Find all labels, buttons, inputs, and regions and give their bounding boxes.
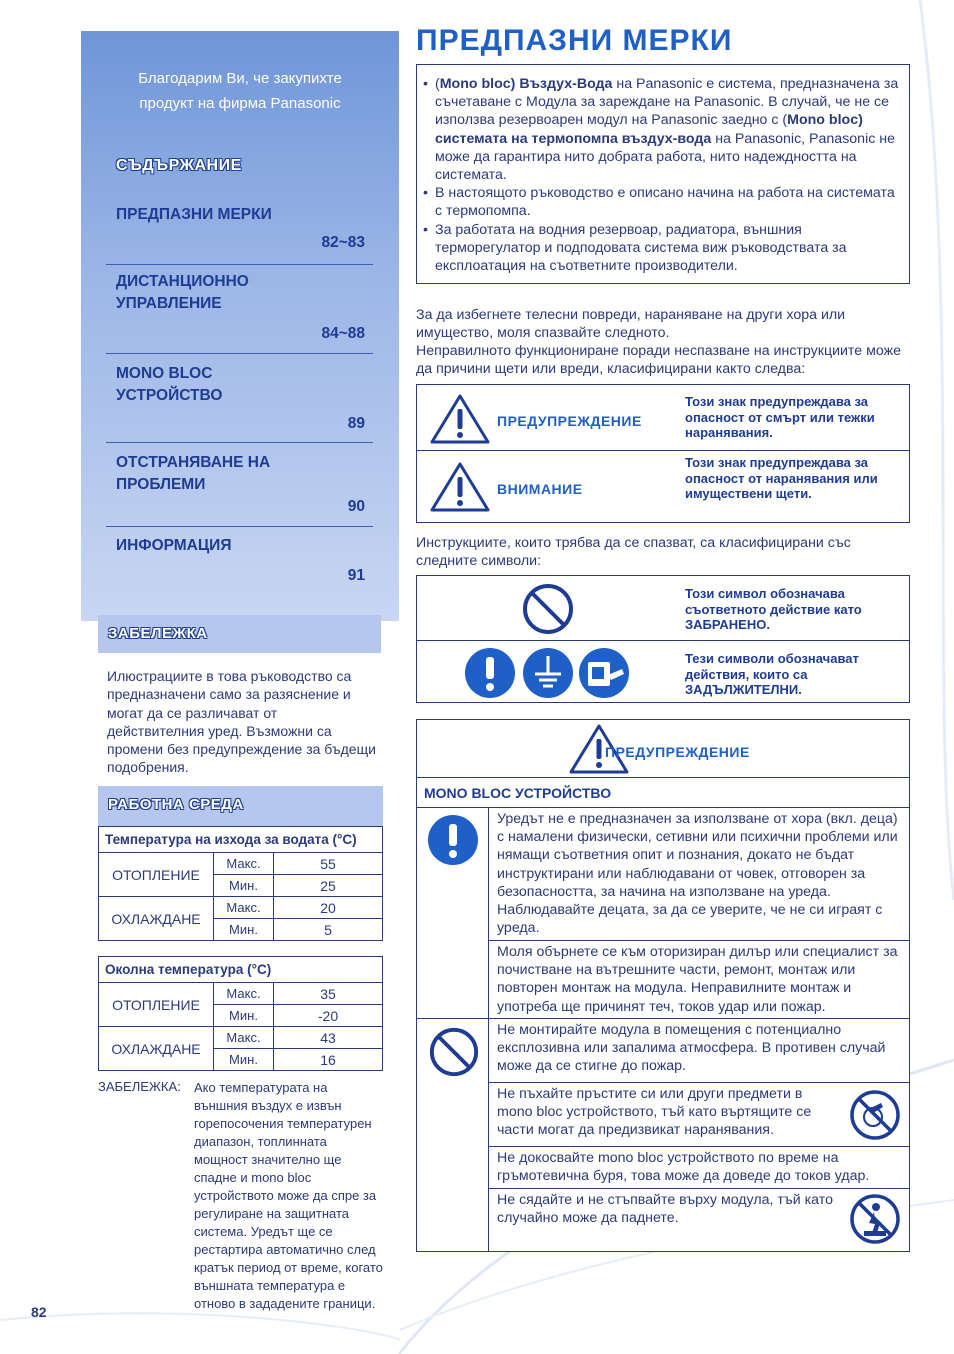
paragraph-symbols: Инструкциите, които трябва да се спазват, са класифицирани със следните символи:	[416, 535, 851, 570]
symbol-row-prohibited	[417, 576, 909, 641]
signal-description: Този знак предупреждава за опасност от смърт или тежки наранявания.	[685, 394, 875, 441]
warning-item: Моля обърнете се към оторизиран дилър или специалист за почистване на вътрешните части, ремонт, монтаж или повторен монтаж на модула. Неправилните монтаж и употреба ще причинят теч, токов удар или пожар.	[489, 941, 909, 1019]
intro-bullet-1	[423, 75, 903, 184]
unplug-icon	[578, 647, 630, 699]
toc-item-label: ИНФОРМАЦИЯ	[116, 537, 232, 554]
warning-item	[489, 1189, 909, 1251]
water-table-header: Температура на изхода за водата (°C)	[99, 827, 383, 853]
warning-item: Уредът не е предназначен за използване от хора (вкл. деца) с намалени физически, сетивни или психични проблеми или нямащи съответния опит и познания, докато не бъдат инструктирани или наблюдавани от човек, отговорен за безопасността, за начина на използване на уреда. Наблюдавайте децата, за да се уверите, че не си играят с уреда.	[489, 808, 909, 941]
warning-item: Не докосвайте mono bloc устройството по време на гръмотевична буря, това може да доведе до токов удар.	[489, 1147, 909, 1189]
toc-item-information[interactable]	[106, 527, 373, 597]
symbols-box	[416, 575, 910, 703]
paragraph-classification: Неправилното функциониране поради неспазване на инструкциите може да причини щети или вреди, класифицирани както следва:	[416, 343, 901, 378]
max-label: Макс.	[214, 897, 274, 919]
icon-column-prohibited	[417, 1019, 489, 1251]
earth-ground-icon	[522, 647, 574, 699]
mode-cell: ОТОПЛЕНИЕ	[99, 983, 214, 1027]
min-label: Мин.	[214, 919, 274, 941]
signal-row-caution	[417, 451, 909, 522]
mandatory-exclamation-icon	[464, 647, 516, 699]
min-label: Мин.	[214, 1005, 274, 1027]
warning-table-title: ПРЕДУПРЕЖДЕНИЕ	[605, 744, 750, 760]
intro-box	[416, 64, 910, 284]
mandatory-exclamation-icon	[427, 814, 479, 866]
max-label: Макс.	[214, 1027, 274, 1049]
min-value: 5	[274, 919, 383, 941]
ambient-temperature-table	[98, 956, 383, 1071]
max-value: 35	[274, 983, 383, 1005]
signal-word: ВНИМАНИЕ	[497, 481, 583, 497]
warning-triangle-icon	[429, 393, 491, 445]
symbol-description: Този символ обозначава съответното действие като ЗАБРАНЕНО.	[685, 586, 862, 633]
thanks-line-2: продукт на фирма Panasonic	[139, 95, 341, 112]
footnote-label: ЗАБЕЛЕЖКА:	[98, 1079, 181, 1094]
toc-item-page: 84~88	[321, 325, 365, 342]
intro-bullet-3: • За работата на водния резервоар, радиатора, външния терморегулатор и подподовата система виж ръководствата за експлоатация на съответните производители.	[423, 221, 903, 276]
paragraph-avoid-injury: За да избегнете телесни повреди, нараняване на други хора или имущество, моля спазвайте следното.	[416, 307, 846, 342]
toc-item-precautions[interactable]	[106, 198, 373, 265]
warning-table-subheader: MONO BLOC УСТРОЙСТВО	[417, 778, 909, 808]
toc-title: СЪДЪРЖАНИЕ	[116, 157, 242, 174]
toc-item-label: ДИСТАНЦИОННО УПРАВЛЕНИЕ	[116, 273, 249, 312]
prohibited-icon	[428, 1026, 480, 1078]
note-text: Илюстрациите в това ръководство са предназначени само за разяснение и могат да се различават от действителния уред. Възможни са промени без предупреждение за бъдещи подобрения.	[107, 668, 376, 776]
toc-item-label: ОТСТРАНЯВАНЕ НА ПРОБЛЕМИ	[116, 454, 271, 493]
warning-table	[416, 719, 910, 1252]
toc-item-mono-bloc[interactable]	[106, 354, 373, 443]
thanks-text	[81, 66, 399, 116]
toc-item-page: 82~83	[321, 234, 365, 251]
intro-text: (	[435, 76, 440, 92]
intro-bullet-2: • В настоящото ръководство е описано начина на работа на системата с термопомпа.	[423, 184, 903, 220]
page-number: 82	[31, 1304, 47, 1320]
environment-title: РАБОТНА СРЕДА	[108, 796, 244, 813]
toc-item-label: MONO BLOC УСТРОЙСТВО	[116, 365, 223, 404]
max-label: Макс.	[214, 983, 274, 1005]
footnote-text: Ако температурата на външния въздух е извън горепосочения температурен диапазон, топлинната мощност значително ще спадне и mono bloc устройството може да спре за регулиране на защитната система. Уредът ще се рестартира автоматично след кратък период от време, когато външната температура е отново в зададените граници.	[194, 1080, 383, 1311]
toc-item-remote-control[interactable]	[106, 265, 373, 354]
icon-column-mandatory	[417, 808, 489, 1019]
min-label: Мин.	[214, 875, 274, 897]
max-value: 20	[274, 897, 383, 919]
max-value: 55	[274, 853, 383, 875]
toc-item-page: 91	[347, 567, 365, 584]
environment-header	[98, 786, 383, 826]
symbol-description: Тези символи обозначават действия, които са ЗАДЪЛЖИТЕЛНИ.	[685, 651, 859, 698]
warning-item	[489, 1083, 909, 1147]
intro-text: на Panasonic е система, предназначена за съчетаване с Модула за зареждане на Panasonic. В случай, че не се използва резервоарен модул на Panasonic заедно с (	[435, 76, 899, 129]
prohibited-icon	[521, 582, 575, 636]
page-title: ПРЕДПАЗНИ МЕРКИ	[416, 24, 733, 57]
max-label: Макс.	[214, 853, 274, 875]
min-value: 25	[274, 875, 383, 897]
mode-cell: ОХЛАЖДАНЕ	[99, 1027, 214, 1071]
signal-word-box	[416, 384, 910, 523]
toc-item-label: ПРЕДПАЗНИ МЕРКИ	[116, 206, 272, 223]
warning-item-text: Не пъхайте пръстите си или други предмети в mono bloc устройството, тъй като въртящите се части могат да предизвикат наранявания.	[497, 1086, 812, 1139]
warning-item: Не монтирайте модула в помещения с потенциално експлозивна или запалима атмосфера. В противен случай може да се стигне до пожар.	[489, 1019, 909, 1083]
min-value: 16	[274, 1049, 383, 1071]
warning-table-header	[417, 720, 909, 778]
min-value: -20	[274, 1005, 383, 1027]
ambient-table-header: Околна температура (°C)	[99, 957, 383, 983]
toc-item-page: 89	[347, 415, 365, 432]
symbol-row-mandatory	[417, 641, 909, 702]
signal-word: ПРЕДУПРЕЖДЕНИЕ	[497, 413, 642, 429]
mode-cell: ОХЛАЖДАНЕ	[99, 897, 214, 941]
max-value: 43	[274, 1027, 383, 1049]
min-label: Мин.	[214, 1049, 274, 1071]
intro-bold: Mono bloc) системата на термопомпа въздух-вода	[435, 112, 863, 147]
toc-item-troubleshooting[interactable]	[106, 443, 373, 527]
warning-item-text: Не сядайте и не стъпвайте върху модула, тъй като случайно може да паднете.	[497, 1192, 833, 1227]
note-header	[98, 615, 381, 653]
intro-text: на Panasonic, Panasonic не може да гарантира нито добрата работа, нито надеждността на системата.	[435, 130, 895, 184]
water-temperature-table	[98, 826, 383, 941]
no-fingers-fan-icon	[849, 1089, 901, 1141]
signal-description: Този знак предупреждава за опасност от наранявания или имуществени щети.	[685, 455, 878, 502]
note-title: ЗАБЕЛЕЖКА	[108, 625, 208, 642]
caution-triangle-icon	[429, 461, 491, 513]
mode-cell: ОТОПЛЕНИЕ	[99, 853, 214, 897]
intro-bold: Mono bloc) Въздух-Вода	[439, 76, 613, 92]
no-stepping-icon	[849, 1193, 901, 1245]
toc-item-page: 90	[347, 498, 365, 515]
signal-row-warning	[417, 385, 909, 451]
thanks-line-1: Благодарим Ви, че закупихте	[138, 70, 342, 87]
